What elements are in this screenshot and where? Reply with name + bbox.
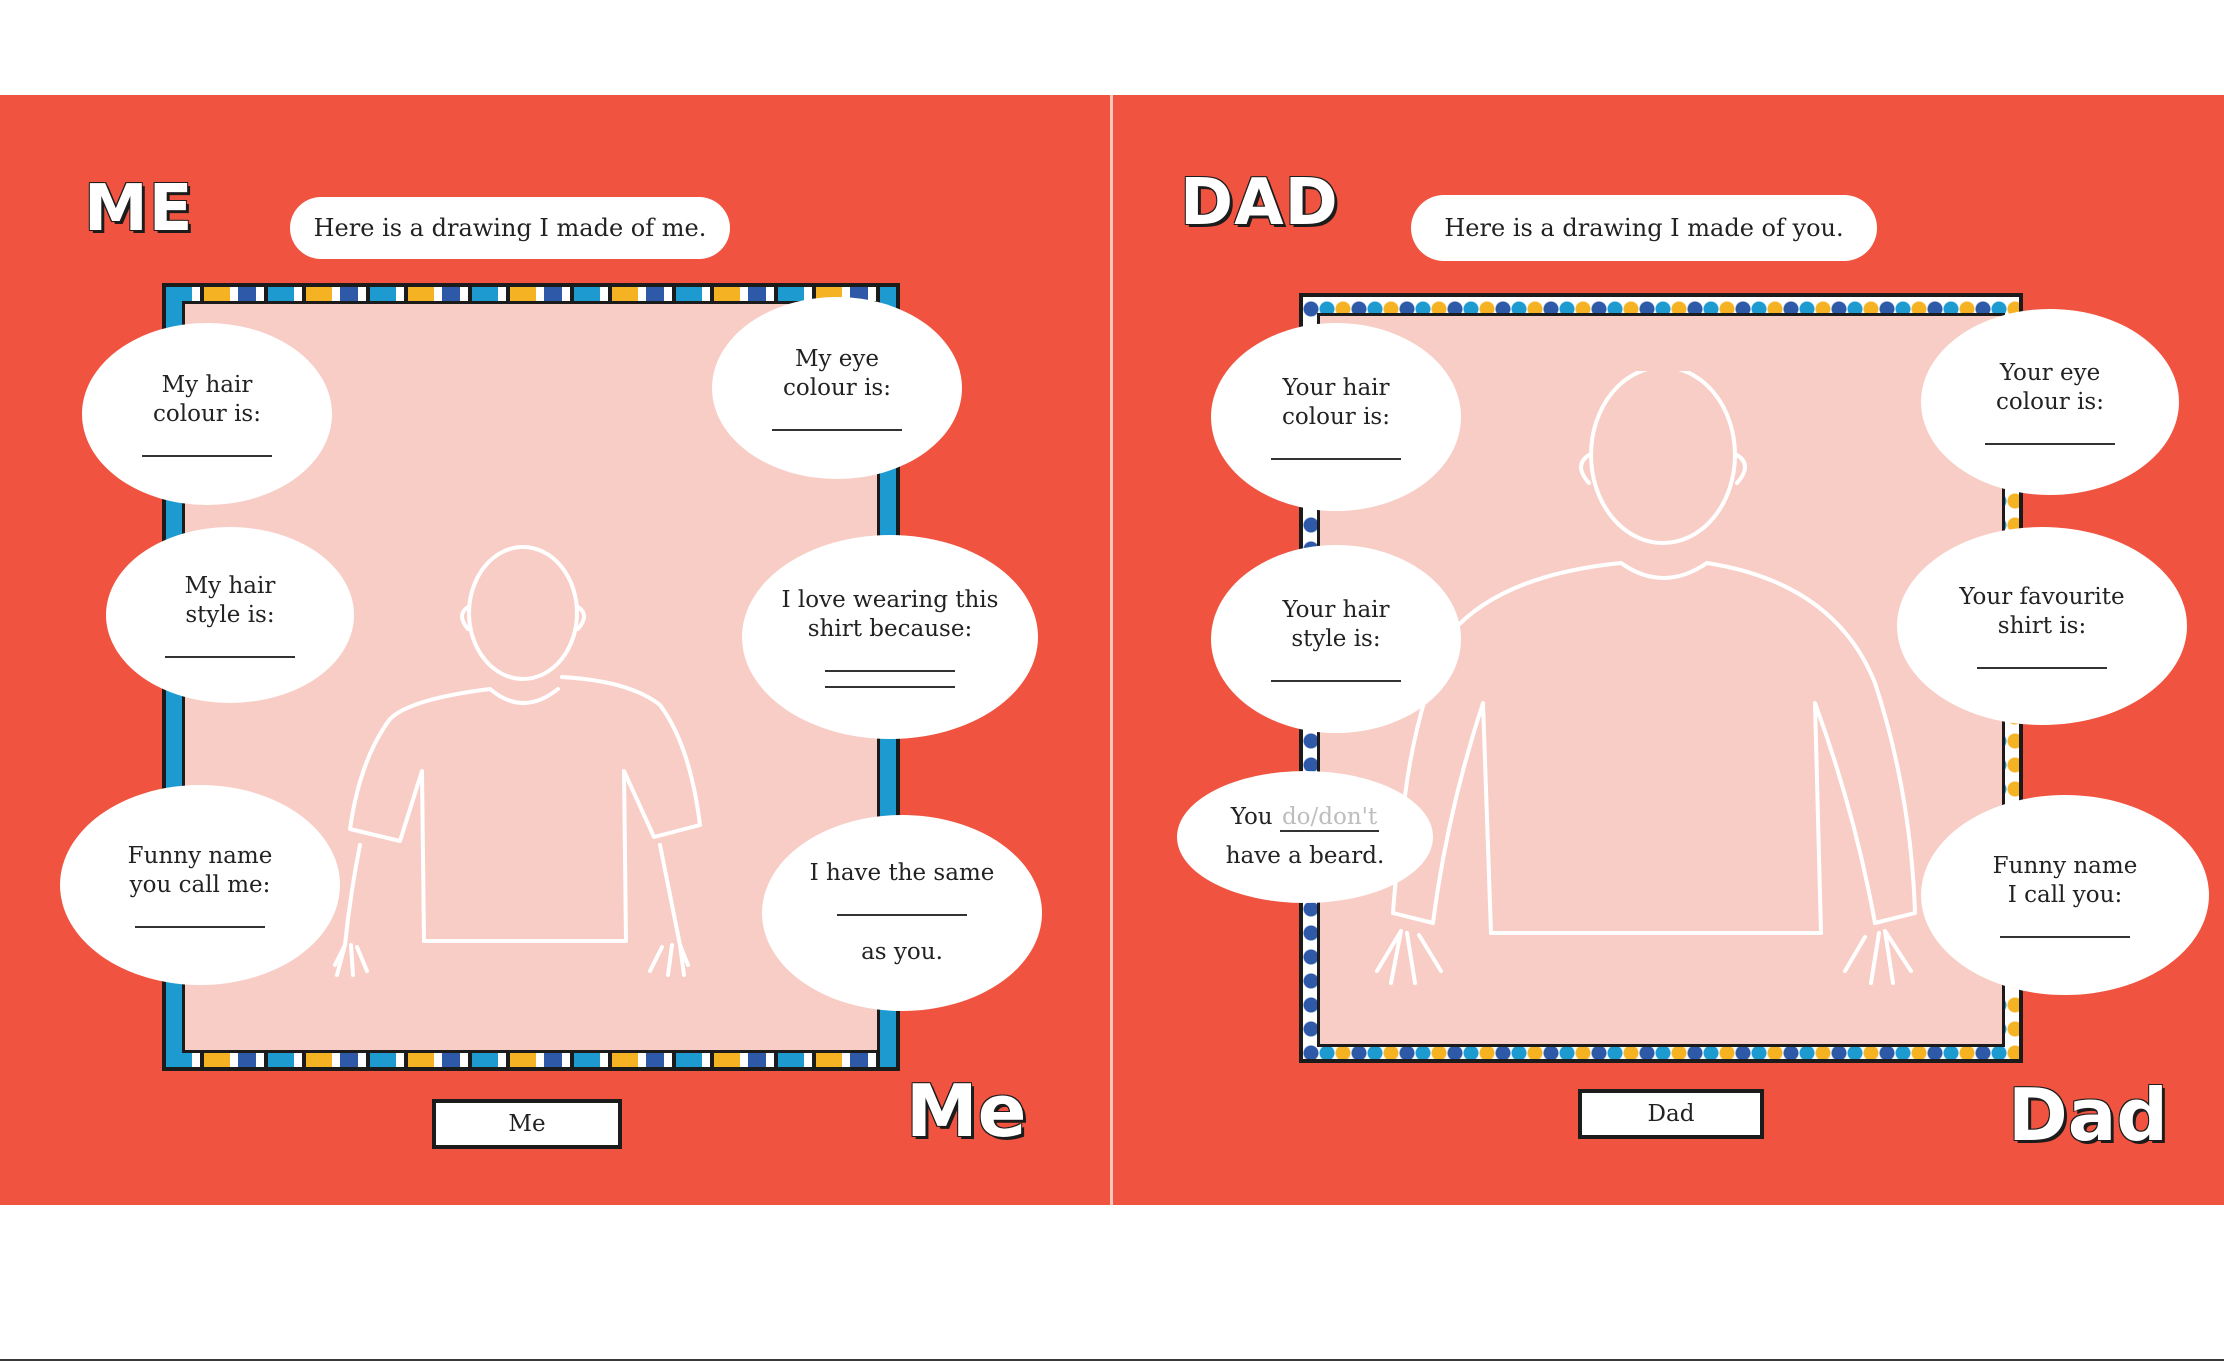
bubble-line: My hair <box>161 372 253 399</box>
answer-blank[interactable] <box>1977 667 2107 669</box>
dad-name-label[interactable]: Dad <box>1578 1089 1764 1139</box>
dad-heading: DAD <box>1180 166 1339 240</box>
answer-blank[interactable] <box>2000 936 2130 938</box>
my-funny-name-bubble <box>60 785 340 985</box>
shirt-reason-bubble <box>742 535 1038 739</box>
bubble-line: My eye <box>794 346 880 373</box>
bubble-line: colour is: <box>153 401 261 427</box>
answer-blank[interactable] <box>1271 458 1401 460</box>
my-hair-style-bubble <box>106 527 354 703</box>
book-spread <box>0 95 2224 1205</box>
bubble-line: have a beard. <box>1225 843 1385 869</box>
answer-blank[interactable] <box>837 914 967 916</box>
your-eye-colour-bubble <box>1921 309 2179 495</box>
bubble-line: Your eye <box>1999 360 2101 387</box>
me-name-label[interactable]: Me <box>432 1099 622 1149</box>
beard-bubble <box>1177 771 1433 903</box>
your-hair-style-bubble <box>1211 545 1461 733</box>
beard-line-1 <box>1231 803 1379 832</box>
child-outline-figure-icon <box>330 545 710 1005</box>
my-eye-colour-bubble <box>712 297 962 479</box>
bubble-line: I have the same <box>809 860 995 887</box>
answer-blank[interactable] <box>135 926 265 928</box>
me-heading: ME <box>84 172 194 246</box>
bubble-line: shirt because: <box>807 616 973 642</box>
my-hair-colour-bubble <box>82 323 332 505</box>
bubble-line: I love wearing this <box>781 587 999 614</box>
bottom-rule <box>0 1359 2224 1361</box>
answer-blank[interactable] <box>1985 443 2115 445</box>
adult-outline-figure-icon <box>1373 371 1933 1031</box>
answer-blank[interactable] <box>825 686 955 688</box>
same-as-you-bubble <box>762 815 1042 1011</box>
bubble-line: Funny name <box>1992 853 2138 880</box>
bubble-line: I call you: <box>2007 882 2123 908</box>
answer-blank[interactable] <box>142 455 272 457</box>
your-hair-colour-bubble <box>1211 323 1461 511</box>
bubble-line: colour is: <box>783 375 891 401</box>
dad-corner-word: Dad <box>2008 1073 2168 1157</box>
bubble-line: Your hair <box>1282 597 1390 624</box>
me-corner-word: Me <box>906 1069 1027 1153</box>
bubble-line: style is: <box>185 602 275 628</box>
do-dont-choice[interactable]: do/don't <box>1281 804 1378 831</box>
answer-blank[interactable] <box>1271 680 1401 682</box>
bubble-line: colour is: <box>1282 404 1390 430</box>
bubble-line: you call me: <box>129 872 271 898</box>
bubble-line: as you. <box>861 939 943 965</box>
bubble-line: style is: <box>1291 626 1381 652</box>
answer-blank[interactable] <box>772 429 902 431</box>
bubble-line: colour is: <box>1996 389 2104 415</box>
bubble-line: Your hair <box>1282 375 1390 402</box>
me-caption-pill: Here is a drawing I made of me. <box>290 197 730 259</box>
answer-blank[interactable] <box>825 670 955 672</box>
dad-caption-pill: Here is a drawing I made of you. <box>1411 195 1877 261</box>
bubble-line: Funny name <box>127 843 273 870</box>
me-page <box>0 95 1110 1205</box>
bubble-line: shirt is: <box>1997 613 2087 639</box>
funny-name-i-call-you-bubble <box>1921 795 2209 995</box>
bubble-line: You <box>1230 804 1273 831</box>
bubble-line: My hair <box>184 573 276 600</box>
answer-blank[interactable] <box>165 656 295 658</box>
your-favourite-shirt-bubble <box>1897 527 2187 725</box>
bubble-line: Your favourite <box>1959 584 2125 611</box>
dad-page <box>1113 95 2224 1205</box>
